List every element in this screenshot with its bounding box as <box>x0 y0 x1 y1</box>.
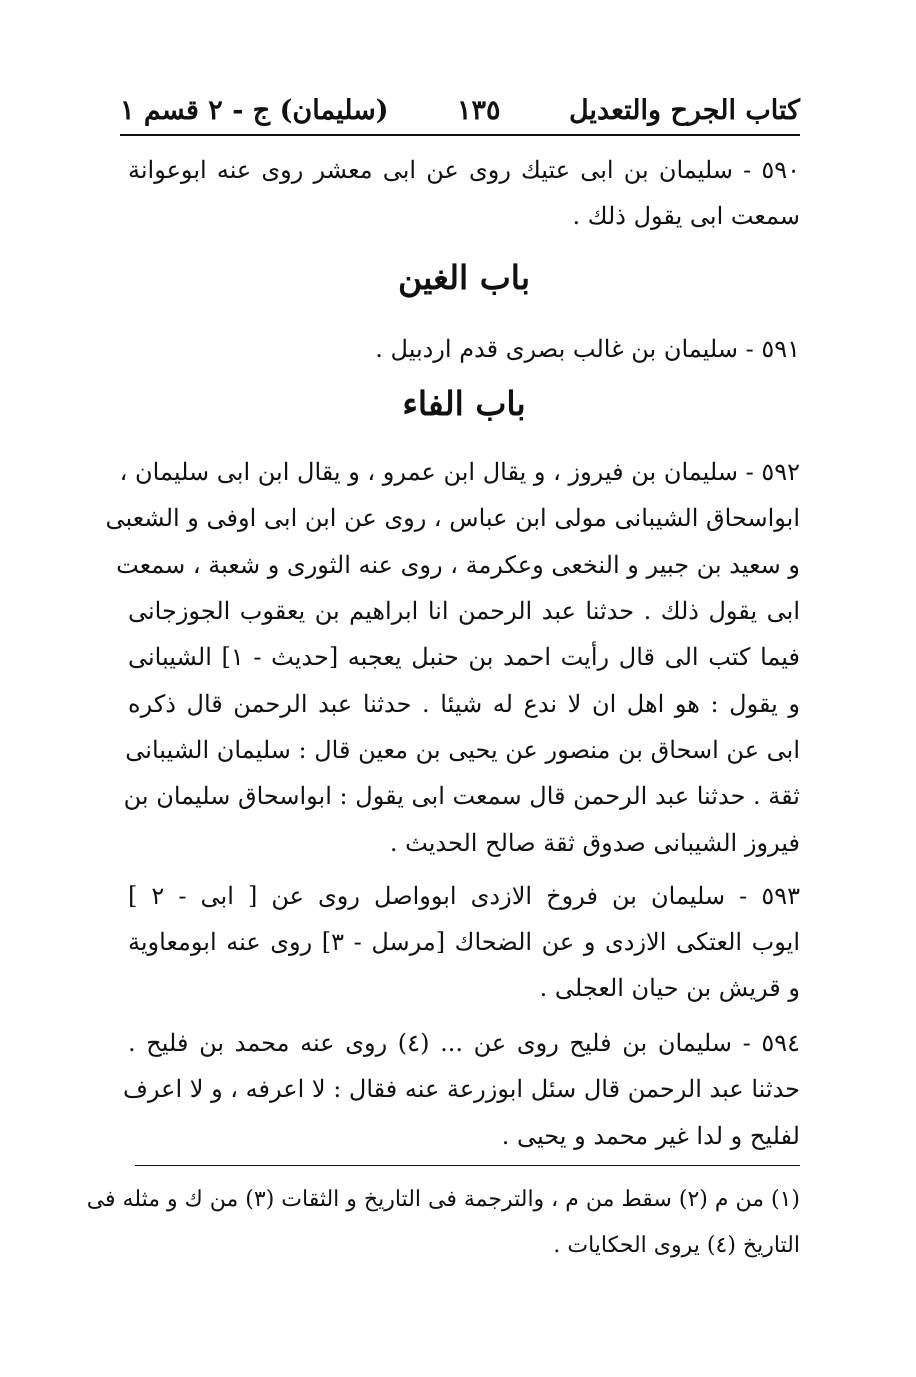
entry-592-line-6: و يقول : هو اهل ان لا ندع له شيئا . حدثنا عبد الرحمن قال ذكره <box>128 690 800 718</box>
section-label: (سليمان) ج - ٢ قسم ١ <box>120 95 389 126</box>
entry-594-line-1: ٥٩٤ - سليمان بن فليح روى عن ... (٤) روى عنه محمد بن فليح . <box>128 1029 800 1057</box>
entry-592-line-2: ابواسحاق الشيبانى مولى ابن عباس ، روى عن ابن ابى اوفى و الشعبى <box>105 504 800 532</box>
page-number: ١٣٥ <box>457 95 501 126</box>
entry-592-line-4: ابى يقول ذلك . حدثنا عبد الرحمن انا ابراهيم بن يعقوب الجوزجانى <box>128 597 800 625</box>
entry-593-line-3: و قريش بن حيان العجلى . <box>539 974 800 1002</box>
entry-590-line-1: ٥٩٠ - سليمان بن ابى عتيك روى عن ابى معشر روى عنه ابوعوانة <box>128 156 800 184</box>
header-rule <box>120 134 800 136</box>
footnote-line-2: التاريخ (٤) يروى الحكايات . <box>553 1233 800 1258</box>
section-heading-ghayn: باب الغين <box>397 258 531 297</box>
entry-594-line-2: حدثنا عبد الرحمن قال سئل ابوزرعة عنه فقال : لا اعرفه ، و لا اعرف <box>123 1075 800 1103</box>
entry-592-line-1: ٥٩٢ - سليمان بن فيروز ، و يقال ابن عمرو ، و يقال ابن ابى سليمان ، <box>119 458 800 486</box>
entry-593-line-2: ايوب العتكى الازدى و عن الضحاك [مرسل - ٣] روى عنه ابومعاوية <box>128 928 800 956</box>
entry-592-line-7: ابى عن اسحاق بن منصور عن يحيى بن معين قال : سليمان الشيبانى <box>125 736 800 764</box>
entry-592-line-3: و سعيد بن جبير و النخعى وعكرمة ، روى عنه الثورى و شعبة ، سمعت <box>116 551 800 579</box>
entry-591-line-1: ٥٩١ - سليمان بن غالب بصرى قدم اردبيل . <box>375 335 800 363</box>
book-title: كتاب الجرح والتعديل <box>568 95 800 126</box>
entry-590-line-2: سمعت ابى يقول ذلك . <box>572 202 800 230</box>
section-heading-fa: باب الفاء <box>402 384 526 423</box>
entry-592-line-5: فيما كتب الى قال رأيت احمد بن حنبل يعجبه [حديث - ١] الشيبانى <box>128 643 800 671</box>
footnote-rule <box>135 1165 800 1166</box>
entry-593-line-1: ٥٩٣ - سليمان بن فروخ الازدى ابوواصل روى عن [ ابى - ٢ ] <box>128 882 800 910</box>
page-header <box>120 78 800 126</box>
entry-592-line-8: ثقة . حدثنا عبد الرحمن قال سمعت ابى يقول : ابواسحاق سليمان بن <box>123 782 800 810</box>
footnote-line-1: (١) من م (٢) سقط من م ، والترجمة فى التاريخ و الثقات (٣) من ك و مثله فى <box>86 1187 800 1212</box>
entry-592-line-9: فيروز الشيبانى صدوق ثقة صالح الحديث . <box>389 829 800 857</box>
entry-594-line-3: لفليح و لدا غير محمد و يحيى . <box>501 1122 800 1150</box>
